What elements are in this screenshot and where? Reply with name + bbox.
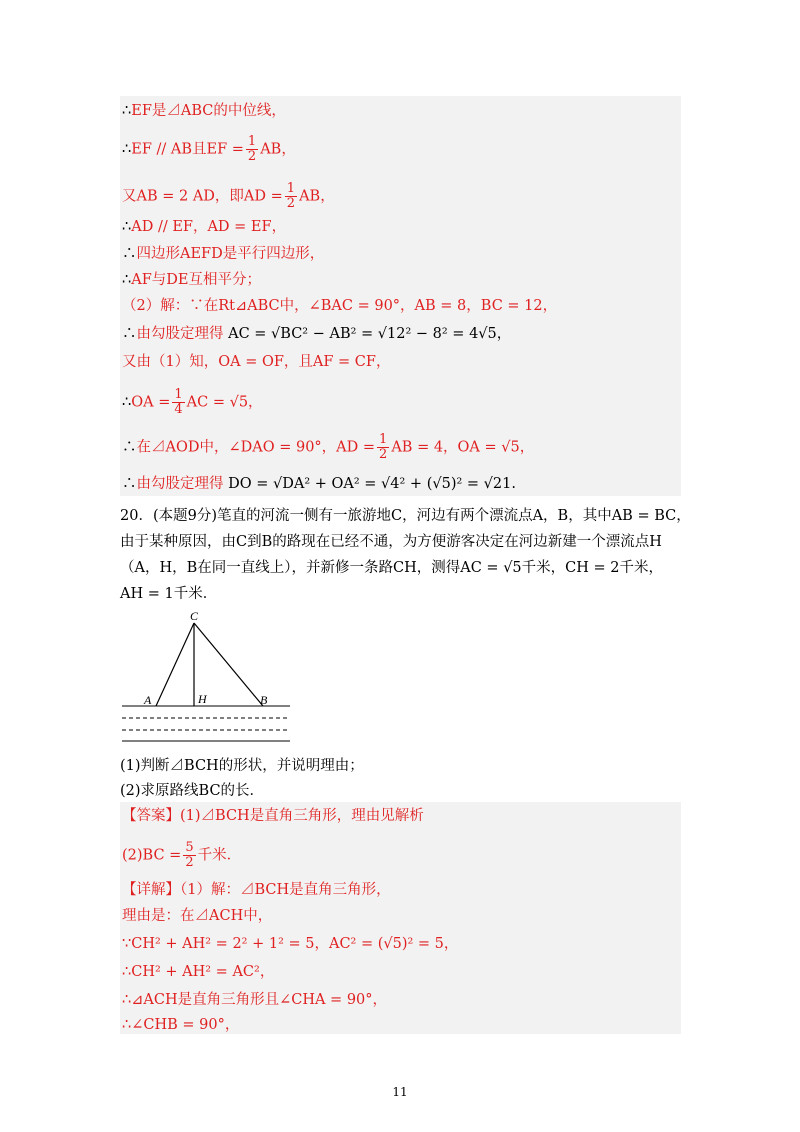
solution-line-2: ∴EF // AB且EF = $\frac{1}{2}$ AB， bbox=[122, 134, 296, 164]
solution-line-8: ∴由勾股定理得 AC = √BC² − AB² = √12² − 8² = 4√5， bbox=[122, 326, 512, 342]
detail-line-3: ∵CH² + AH² = 2² + 1² = 5，AC² = (√5)² = 5， bbox=[122, 936, 459, 952]
question-line-1: 20．(本题9分)笔直的河流一侧有一旅游地C，河边有两个漂流点A，B，其中AB = BC， bbox=[120, 508, 691, 524]
solution-line-5: ∴四边形AEFD是平行四边形， bbox=[122, 246, 325, 262]
river-figure bbox=[118, 608, 298, 743]
subquestion-2: (2)求原路线BC的长． bbox=[120, 783, 265, 799]
solution-line-9: 又由（1）知，OA = OF，且AF = CF， bbox=[122, 354, 391, 370]
label-A: A bbox=[144, 693, 152, 707]
answer-line-1: 【答案】(1)⊿BCH是直角三角形，理由见解析 bbox=[122, 808, 424, 824]
solution-line-11: ∴在⊿AOD中，∠DAO = 90°，AD = $\frac{1}{2}$ AB = 4，OA = √5， bbox=[122, 432, 535, 462]
question-line-3: （A，H，B在同一直线上），并新修一条路CH，测得AC = √5千米，CH = 2千米， bbox=[120, 560, 663, 576]
page-number: 11 bbox=[392, 1085, 408, 1099]
label-C: C bbox=[190, 609, 199, 623]
detail-line-5: ∴⊿ACH是直角三角形且∠CHA = 90°， bbox=[122, 992, 388, 1008]
solution-line-1: ∴EF是⊿ABC的中位线， bbox=[122, 103, 286, 119]
solution-line-4: ∴AD // EF，AD = EF， bbox=[122, 219, 287, 235]
detail-line-6: ∴∠CHB = 90°， bbox=[122, 1017, 240, 1033]
solution-line-3: 又AB = 2 AD，即AD = $\frac{1}{2}$ AB， bbox=[122, 181, 335, 211]
solution-line-12: ∴由勾股定理得 DO = √DA² + OA² = √4² + (√5)² = √21. bbox=[122, 476, 516, 492]
detail-line-1: 【详解】（1）解：⊿BCH是直角三角形， bbox=[122, 882, 391, 898]
detail-line-2: 理由是：在⊿ACH中， bbox=[122, 908, 273, 924]
question-line-2: 由于某种原因，由C到B的路现在已经不通，为方便游客决定在河边新建一个漂流点H bbox=[120, 534, 662, 550]
question-line-4: AH = 1千米． bbox=[120, 586, 218, 602]
solution-line-10: ∴OA = $\frac{1}{4}$ AC = √5， bbox=[122, 387, 263, 417]
answer-line-2: (2)BC = $\frac{5}{2}$ 千米． bbox=[122, 840, 242, 870]
solution-line-7: （2）解：∵在Rt⊿ABC中，∠BAC = 90°，AB = 8，BC = 12， bbox=[122, 298, 558, 314]
label-H: H bbox=[198, 692, 207, 706]
solution-line-6: ∴AF与DE互相平分； bbox=[122, 272, 261, 288]
segment-CA bbox=[156, 623, 194, 706]
detail-line-4: ∴CH² + AH² = AC²， bbox=[122, 964, 275, 980]
label-B: B bbox=[260, 693, 268, 707]
subquestion-1: (1)判断⊿BCH的形状，并说明理由； bbox=[120, 758, 364, 774]
